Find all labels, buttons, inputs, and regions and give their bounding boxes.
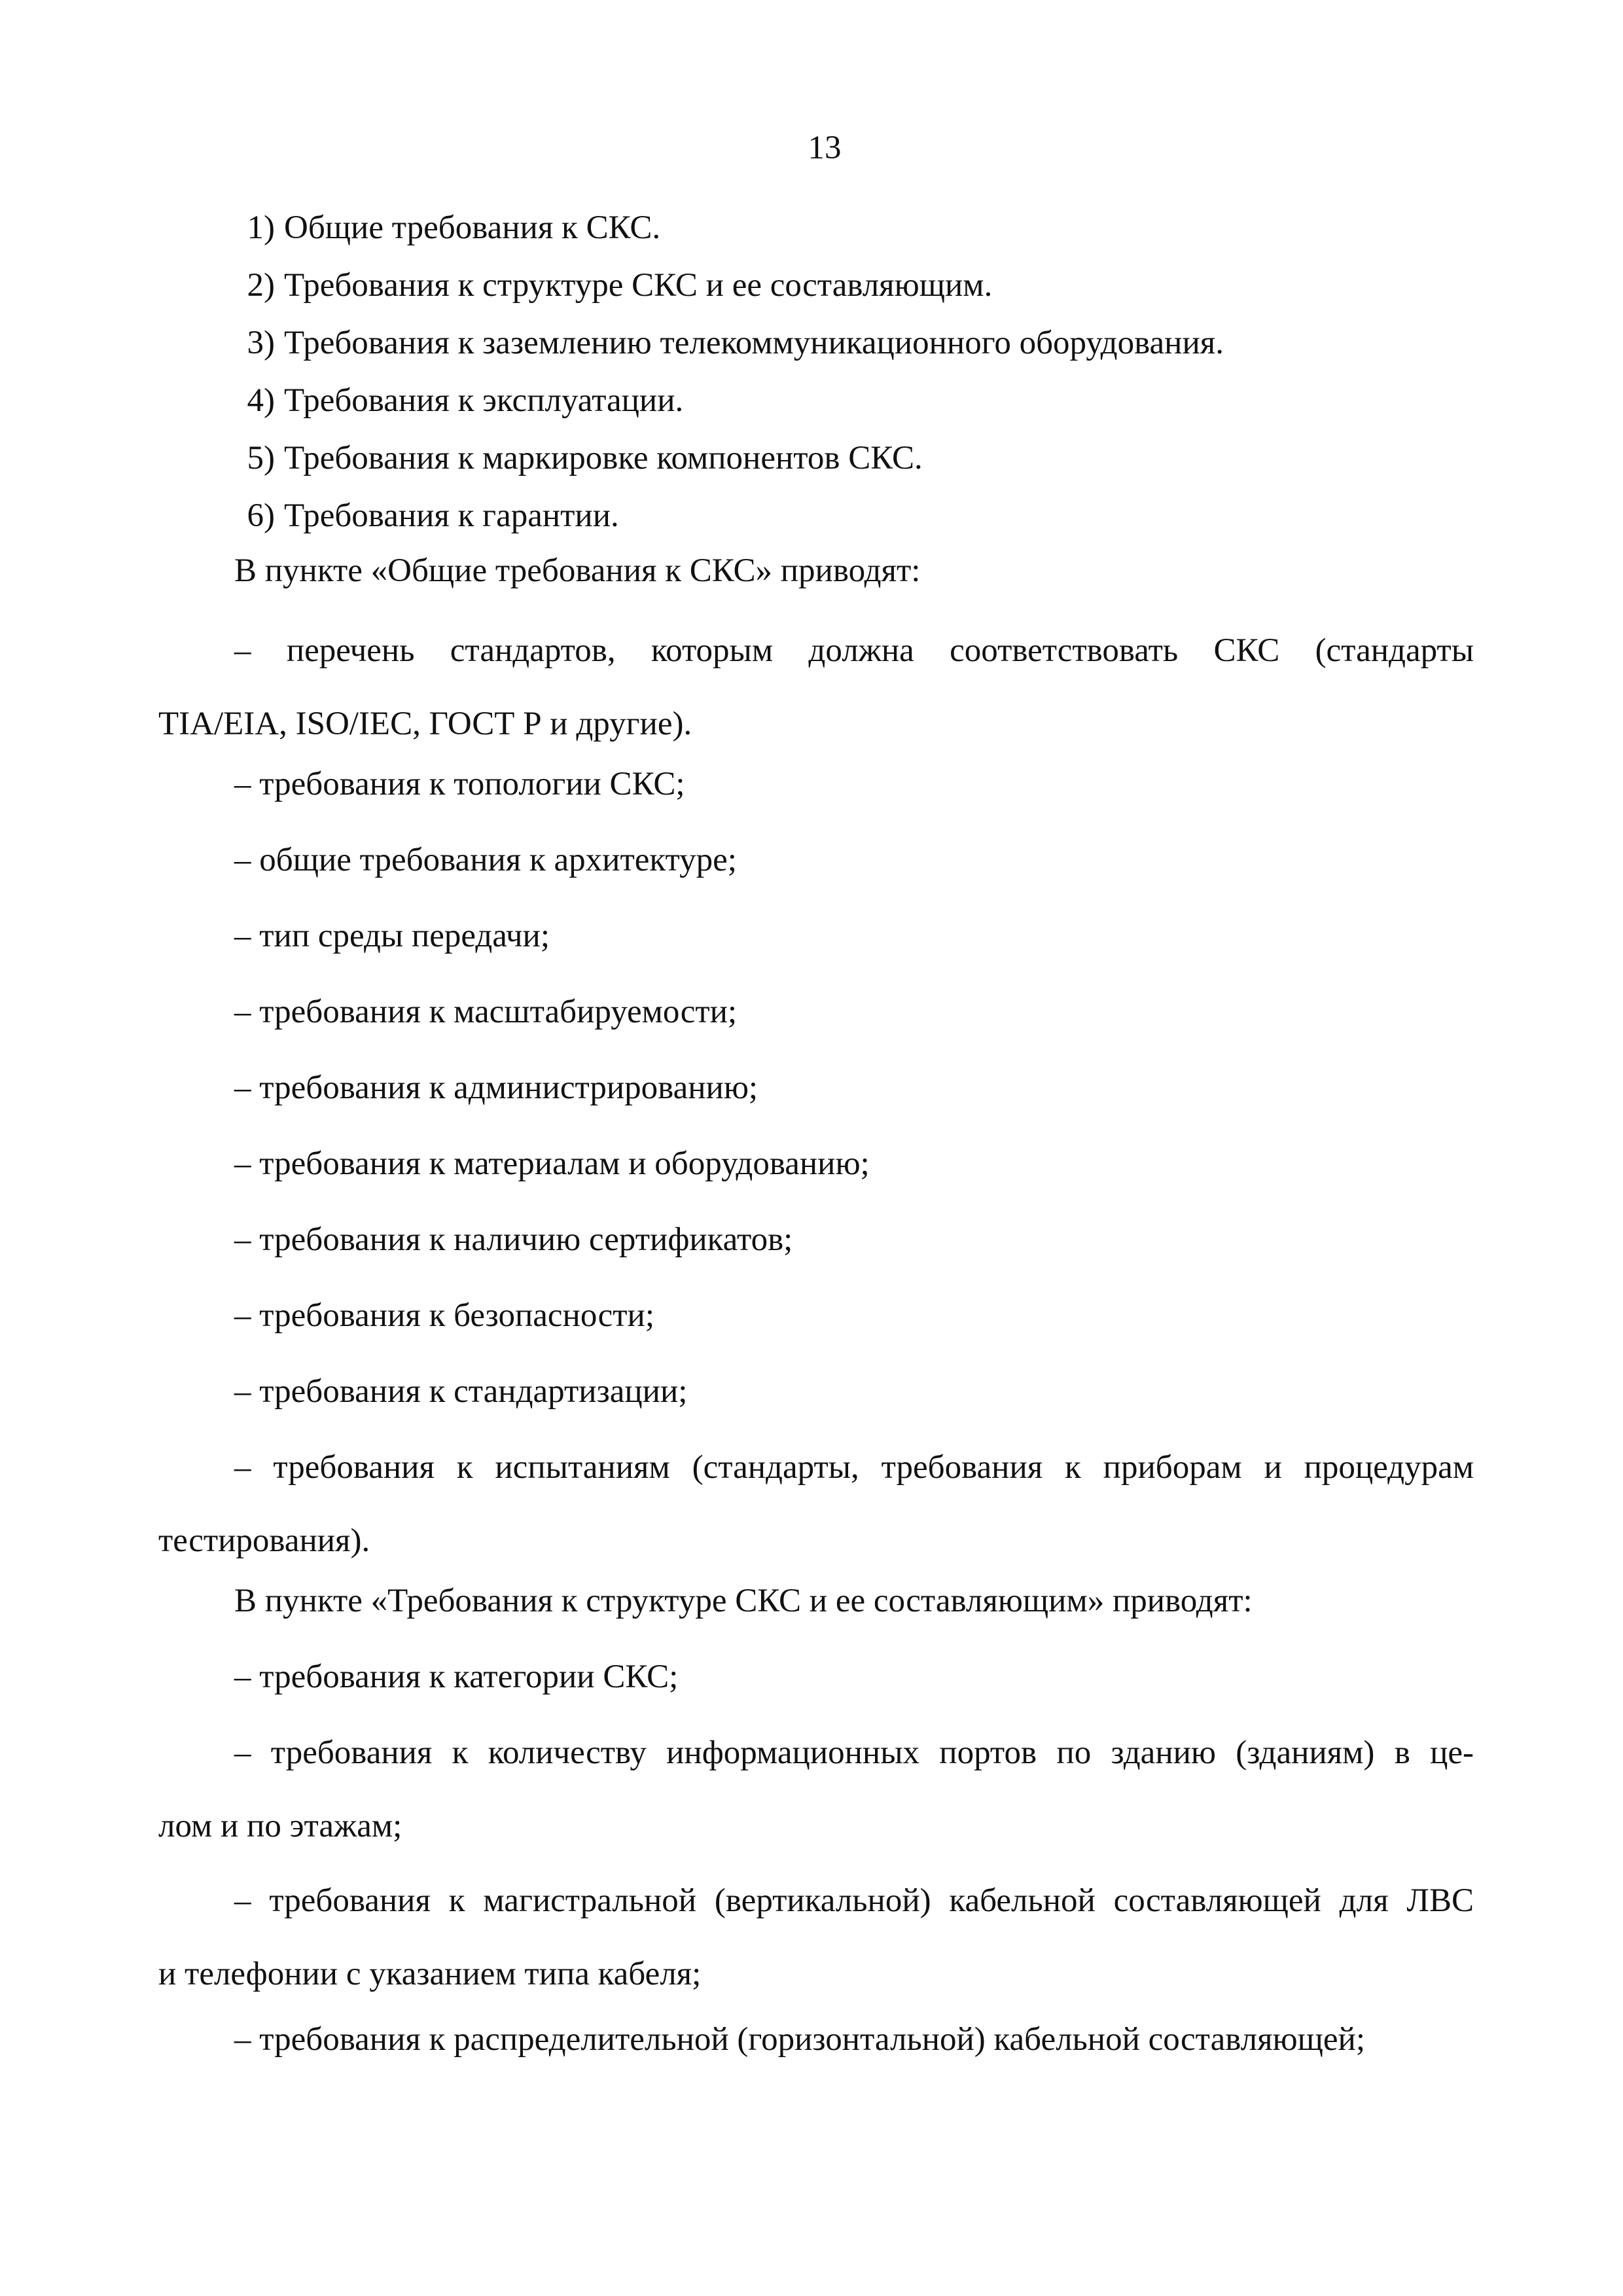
section1-standards-paragraph — [158, 614, 1474, 761]
numbered-list-item — [216, 266, 992, 305]
list-item-text: Общие требования к СКС. — [284, 209, 661, 246]
list-item-text: Требования к заземлению телекоммуникационного оборудования. — [284, 325, 1224, 361]
paragraph-line: – требования к количеству информационных портов по зданию (зданиям) в це- — [234, 1734, 1474, 1771]
paragraph-line: – требования к испытаниям (стандарты, требования к приборам и процедурам — [234, 1449, 1474, 1486]
list-item-text: Требования к эксплуатации. — [284, 382, 684, 419]
section1-item: – тип среды передачи; — [234, 918, 550, 954]
section1-testing-paragraph — [158, 1431, 1474, 1577]
list-item-text: Требования к маркировке компонентов СКС. — [284, 440, 923, 476]
list-item-text: Требования к гарантии. — [284, 497, 619, 534]
list-number: 2) — [247, 267, 275, 304]
numbered-list-item — [216, 439, 923, 478]
section1-item: – требования к масштабируемости; — [234, 994, 738, 1030]
paragraph-line: – требования к магистральной (вертикальной) кабельной составляющей для ЛВС — [234, 1882, 1474, 1919]
paragraph-line: тестирования). — [158, 1522, 370, 1559]
list-number: 6) — [247, 497, 275, 534]
section2-backbone-paragraph — [158, 1864, 1474, 2011]
numbered-list-item — [216, 208, 660, 247]
section1-item: – требования к топологии СКС; — [234, 766, 685, 802]
section1-item: – общие требования к архитектуре; — [234, 842, 737, 878]
section1-item: – требования к администрированию; — [234, 1069, 758, 1106]
section1-item: – требования к наличию сертификатов; — [234, 1221, 793, 1258]
numbered-list-item — [216, 381, 683, 420]
section2-item: – требования к распределительной (горизонтальной) кабельной составляющей; — [234, 2021, 1365, 2058]
section2-ports-paragraph — [158, 1716, 1474, 1863]
numbered-list-item — [216, 496, 619, 535]
paragraph-line: и телефонии с указанием типа кабеля; — [158, 1956, 702, 1992]
list-number: 4) — [247, 382, 275, 419]
section1-item: – требования к безопасности; — [234, 1297, 655, 1334]
section1-item: – требования к материалам и оборудованию; — [234, 1145, 870, 1182]
section1-item: – требования к стандартизации; — [234, 1373, 688, 1410]
paragraph-line: TIA/EIA, ISO/IEC, ГОСТ Р и другие). — [158, 706, 692, 742]
section2-item: – требования к категории СКС; — [234, 1659, 679, 1695]
section1-intro: В пункте «Общие требования к СКС» приводят: — [234, 552, 921, 589]
numbered-list-item — [216, 323, 1224, 363]
list-number: 1) — [247, 209, 275, 246]
paragraph-line: лом и по этажам; — [158, 1808, 402, 1844]
list-item-text: Требования к структуре СКС и ее составляющим. — [284, 267, 993, 304]
list-number: 5) — [247, 440, 275, 476]
section2-intro: В пункте «Требования к структуре СКС и ее составляющим» приводят: — [234, 1583, 1253, 1619]
list-number: 3) — [247, 325, 275, 361]
paragraph-line: – перечень стандартов, которым должна соответствовать СКС (стандарты — [234, 632, 1474, 669]
page-number: 13 — [808, 130, 842, 166]
